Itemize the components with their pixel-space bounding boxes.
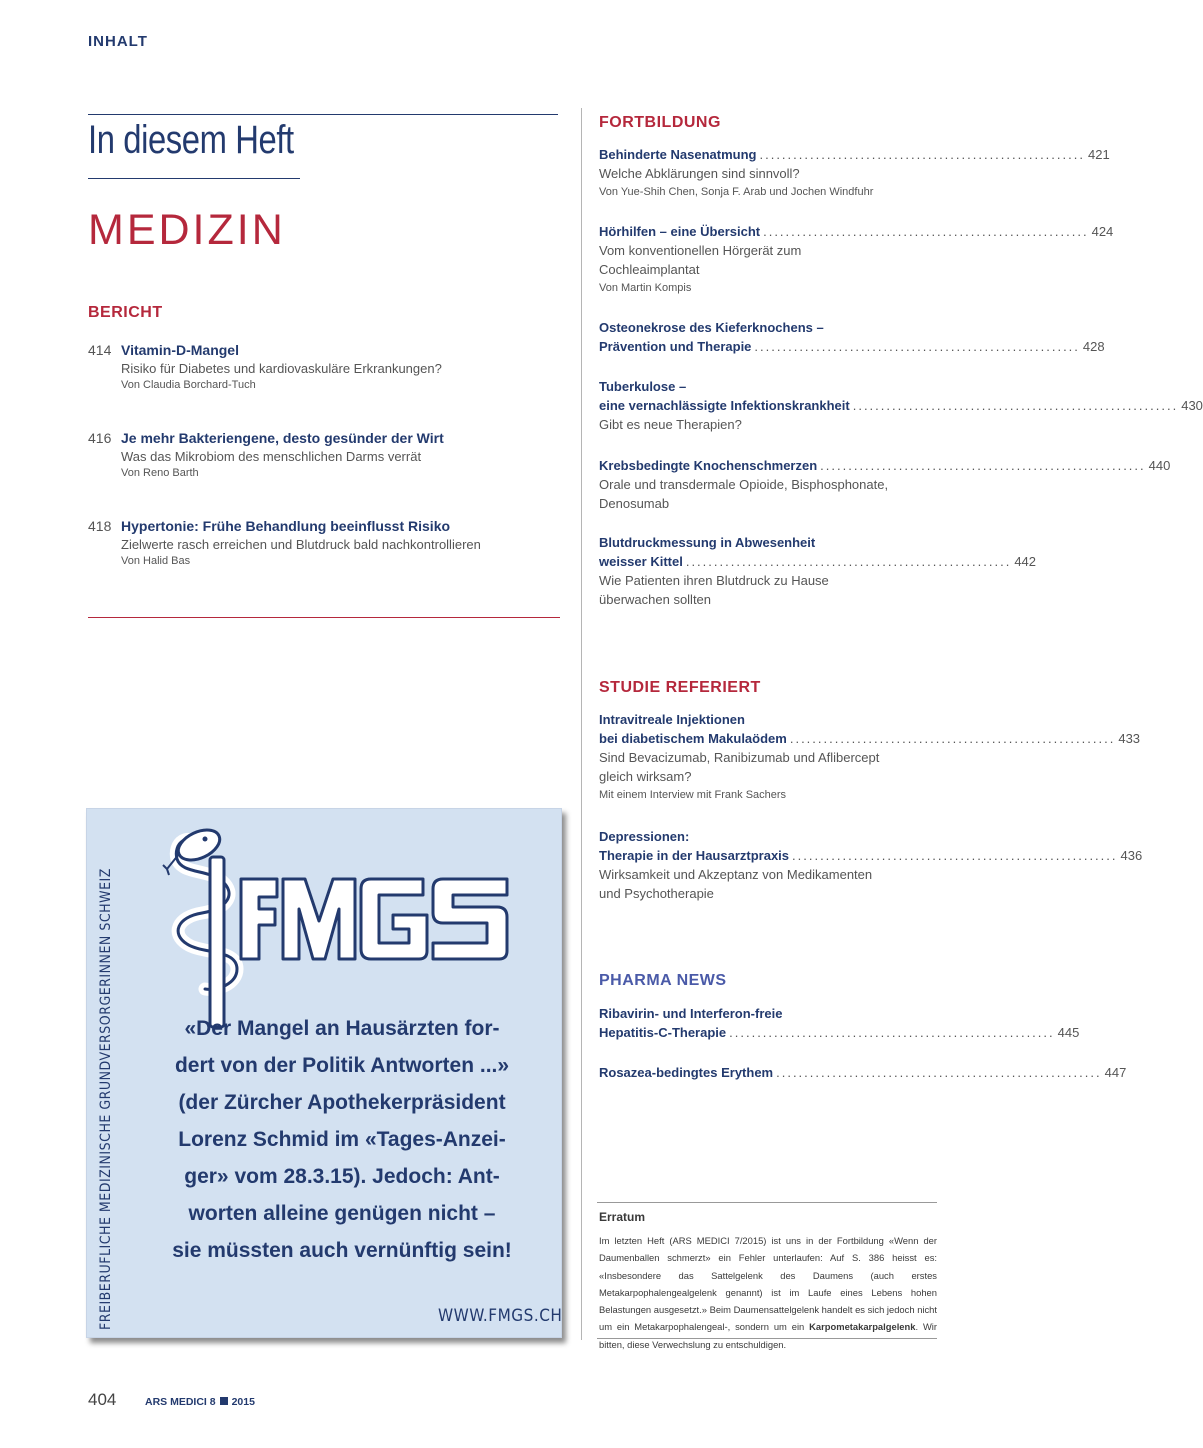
erratum-rule-bottom (597, 1338, 937, 1339)
page-number: 414 (88, 342, 112, 358)
entry-title: Prävention und Therapie (599, 339, 752, 354)
entry-title-line1: Depressionen: (599, 829, 690, 844)
entry-title: Vitamin-D-Mangel (121, 342, 239, 358)
entry-title: Hypertonie: Frühe Behandlung beeinflusst Risiko (121, 518, 451, 534)
publication-year: 2015 (231, 1396, 255, 1408)
quote-line: worten alleine genügen nicht – (188, 1202, 496, 1225)
quote-line: Lorenz Schmid im «Tages-Anzei- (178, 1128, 506, 1151)
fmgs-logo (87, 809, 561, 1009)
dot-leader: .......................................................... (759, 147, 1085, 162)
entry-author: Mit einem Interview mit Frank Sachers (599, 789, 787, 801)
entry-subtitle: Cochleaimplantat (599, 262, 700, 277)
entry-title: bei diabetischem Makulaödem (599, 731, 787, 746)
footer-publication (145, 1396, 255, 1408)
entry-subtitle: Risiko für Diabetes und kardiovaskuläre Erkrankungen? (121, 361, 442, 376)
entry-subtitle: Wie Patienten ihren Blutdruck zu Hause (599, 573, 829, 588)
entry-subtitle: gleich wirksam? (599, 769, 692, 784)
erratum-text-part: Im letzten Heft (ARS MEDICI 7/2015) ist uns in der Fortbildung «Wenn der Daumenballen schmerzt» ein Fehler unterlaufen: Auf S. 386 heisst es: «Insbesondere das Sattelgelenk des Daumens (auch erstes Metakarpophalengealgelenk genannt) ist im Laufe eines Lebens hohen Belastungen ausgesetzt.» Beim Daumensattelgelenk handelt es sich jedoch nicht um ein Metakarpophalengeal-, sondern um ein (599, 1235, 937, 1333)
toc-entry[interactable] (599, 456, 1171, 513)
entry-author: Von Martin Kompis (599, 282, 692, 294)
section-label-pharma: PHARMA NEWS (599, 972, 727, 989)
entry-author: Von Halid Bas (121, 555, 191, 567)
toc-entry[interactable] (599, 827, 1143, 903)
square-bullet-icon (220, 1397, 228, 1405)
section-label-fortbildung: FORTBILDUNG (599, 114, 721, 131)
entry-title: Je mehr Bakteriengene, desto gesünder der Wirt (121, 430, 444, 446)
entry-title: Hörhilfen – eine Übersicht (599, 224, 761, 239)
fmgs-url-link[interactable]: WWW.FMGS.CH (438, 1306, 563, 1326)
toc-entry[interactable] (599, 1063, 1127, 1082)
page-number: 428 (1082, 339, 1105, 354)
page-title: In diesem Heft (88, 118, 294, 162)
entry-title-line1: Blutdruckmessung in Abwesenheit (599, 535, 816, 550)
section-label-studie: STUDIE REFERIERT (599, 679, 761, 696)
toc-entry[interactable] (599, 377, 1203, 434)
publication-name: ARS MEDICI 8 (145, 1396, 216, 1408)
entry-author: Von Claudia Borchard-Tuch (121, 379, 256, 391)
entry-title-line1: Intravitreale Injektionen (599, 712, 745, 727)
category-heading: MEDIZIN (88, 206, 286, 254)
dot-leader: .......................................................... (685, 554, 1012, 569)
entry-subtitle: Wirksamkeit und Akzeptanz von Medikamenten (599, 867, 873, 882)
fmgs-vertical-tagline: FREIBERUFLICHE MEDIZINISCHE GRUNDVERSORGERINNEN SCHWEIZ (98, 868, 114, 1330)
erratum-title: Erratum (599, 1210, 646, 1224)
entry-subtitle: Orale und transdermale Opioide, Bisphosphonate, (599, 477, 889, 492)
entry-title-line1: Ribavirin- und Interferon-freie (599, 1006, 783, 1021)
entry-subtitle: Denosumab (599, 496, 670, 511)
page-number: 447 (1104, 1065, 1127, 1080)
section-divider-red (88, 617, 560, 618)
entry-title: Therapie in der Hausarztpraxis (599, 848, 790, 863)
footer-page-number: 404 (88, 1390, 117, 1409)
entry-author: Von Yue-Shih Chen, Sonja F. Arab und Jochen Windfuhr (599, 186, 874, 198)
entry-subtitle: überwachen sollten (599, 592, 712, 607)
entry-title: weisser Kittel (599, 554, 683, 569)
entry-title: Behinderte Nasenatmung (599, 147, 757, 162)
section-header: INHALT (88, 33, 148, 50)
title-rule-top (88, 114, 558, 115)
page-number: 421 (1087, 147, 1110, 162)
page-number: 433 (1118, 731, 1141, 746)
toc-entry[interactable] (599, 318, 1105, 356)
page-number: 440 (1148, 458, 1171, 473)
entry-title: Hepatitis-C-Therapie (599, 1025, 727, 1040)
entry-title-line1: Tuberkulose – (599, 379, 687, 394)
toc-entry[interactable] (599, 533, 1037, 609)
quote-line: «Der Mangel an Hausärzten for- (184, 1017, 500, 1040)
section-label-bericht: BERICHT (88, 304, 163, 321)
page-number: 442 (1014, 554, 1037, 569)
dot-leader: .......................................................... (789, 731, 1116, 746)
entry-subtitle: Was das Mikrobiom des menschlichen Darms verrät (121, 449, 422, 464)
entry-title: eine vernachlässigte Infektionskrankheit (599, 398, 850, 413)
page-number: 418 (88, 518, 112, 534)
dot-leader: .......................................................... (792, 848, 1118, 863)
entry-subtitle: Vom konventionellen Hörgerät zum (599, 243, 802, 258)
page-number: 416 (88, 430, 112, 446)
toc-entry[interactable] (599, 222, 1114, 298)
erratum-text-part: . Wir bitten, diese Verwechslung zu entschuldigen. (599, 1321, 937, 1350)
dot-leader: .......................................................... (754, 339, 1080, 354)
entry-subtitle: Welche Abklärungen sind sinnvoll? (599, 166, 800, 181)
toc-entry[interactable] (599, 145, 1110, 202)
erratum-rule-top (597, 1202, 937, 1203)
page-number: 424 (1091, 224, 1114, 239)
entry-title: Rosazea-bedingtes Erythem (599, 1065, 774, 1080)
entry-subtitle: Zielwerte rasch erreichen und Blutdruck bald nachkontrollieren (121, 537, 481, 552)
dot-leader: .......................................................... (763, 224, 1089, 239)
erratum-text (599, 1232, 937, 1353)
entry-title: Krebsbedingte Knochenschmerzen (599, 458, 818, 473)
entry-title-line1: Osteonekrose des Kieferknochens – (599, 320, 824, 335)
dot-leader: .......................................................... (852, 398, 1179, 413)
dot-leader: .......................................................... (729, 1025, 1055, 1040)
dot-leader: .......................................................... (776, 1065, 1102, 1080)
entry-subtitle: Sind Bevacizumab, Ranibizumab und Aflibercept (599, 750, 880, 765)
toc-entry[interactable] (599, 710, 1141, 805)
dot-leader: .......................................................... (820, 458, 1146, 473)
page-number: 430 (1181, 398, 1203, 413)
quote-line: sie müssten auch vernünftig sein! (172, 1239, 512, 1262)
page-number: 436 (1120, 848, 1143, 863)
toc-entry[interactable] (599, 1004, 1080, 1042)
entry-subtitle: und Psychotherapie (599, 886, 714, 901)
quote-line: dert von der Politik Antworten ...» (174, 1054, 510, 1077)
column-divider (581, 108, 582, 1340)
page-number: 445 (1057, 1025, 1080, 1040)
entry-subtitle: Gibt es neue Therapien? (599, 417, 742, 432)
fmgs-quote (140, 1010, 544, 1269)
quote-line: (der Zürcher Apothekerpräsident (178, 1091, 506, 1114)
title-rule-bottom (88, 178, 300, 179)
erratum-text-bold: Karpometakarpalgelenk (809, 1321, 916, 1333)
entry-author: Von Reno Barth (121, 467, 199, 479)
quote-line: ger» vom 28.3.15). Jedoch: Ant- (184, 1165, 500, 1188)
